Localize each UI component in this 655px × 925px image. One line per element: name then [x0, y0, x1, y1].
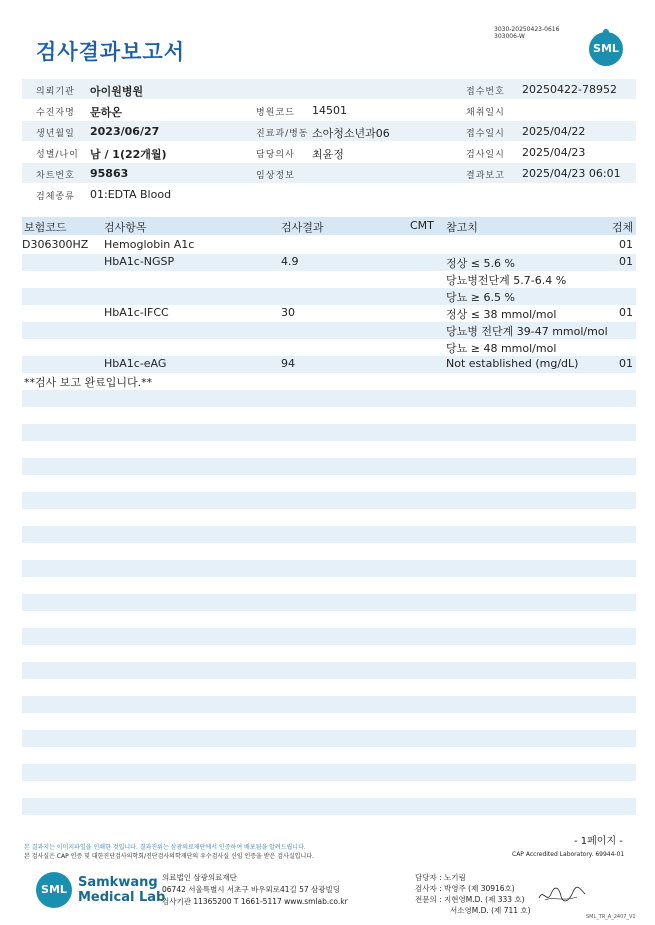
row-item: HbA1c-NGSP	[104, 255, 175, 268]
row-spec: 01	[619, 238, 633, 251]
sml-logo-icon	[36, 872, 72, 908]
clinical-label: 임상정보	[256, 171, 295, 181]
table-row	[22, 271, 636, 288]
specialist-1: 전문의 : 지현영M.D. (제 333 호)	[415, 895, 525, 904]
row-result: 4.9	[281, 255, 299, 268]
header-code: 보험코드	[24, 221, 67, 234]
empty-row-stripe	[22, 526, 636, 543]
signature-icon	[537, 884, 587, 906]
document-id	[494, 26, 559, 40]
completion-note: **검사 보고 완료입니다.**	[24, 376, 153, 389]
doctor-label: 담당의사	[256, 150, 295, 160]
empty-row-stripe	[22, 560, 636, 577]
empty-row-stripe	[22, 594, 636, 611]
row-item: Hemoglobin A1c	[104, 238, 195, 251]
empty-row-stripe	[22, 492, 636, 509]
tested-label: 검사일시	[466, 150, 505, 160]
sex-age-label: 성별/나이	[36, 150, 79, 160]
cap-accreditation: CAP Accredited Laboratory. 69944-01	[512, 851, 625, 858]
row-result: 30	[281, 306, 295, 319]
table-row	[22, 288, 636, 305]
lab-street: 06742 서울특별시 서초구 바우뫼로41길 57 삼광빌딩	[162, 885, 341, 894]
brand-line-2: Medical Lab	[78, 890, 166, 905]
empty-row-stripe	[22, 730, 636, 747]
image-notice: 본 결과지는 이미지파일을 인쇄한 것입니다. 결과진위는 삼광의료재단에서 인증하여 배포됨을 알려드립니다.	[24, 844, 306, 851]
row-code: D306300HZ	[22, 238, 89, 251]
header-result: 검사결과	[281, 221, 324, 234]
sex-age-value: 남 / 1(22개월)	[90, 148, 167, 161]
birth-label: 생년월일	[36, 129, 75, 139]
lab-address	[162, 872, 348, 908]
row-ref: 당뇨 ≥ 48 mmol/mol	[446, 342, 557, 355]
document-id-2: 303006-W	[494, 33, 525, 40]
dept-label: 진료과/병동	[256, 129, 309, 139]
empty-row-stripe	[22, 696, 636, 713]
row-spec: 01	[619, 306, 633, 319]
header-ref: 참고치	[446, 221, 478, 234]
empty-row-stripe	[22, 798, 636, 815]
reported-label: 결과보고	[466, 171, 505, 181]
collection-date-label: 채취일시	[466, 108, 505, 118]
dept-value: 소아청소년과06	[312, 127, 390, 140]
empty-row-stripe	[22, 458, 636, 475]
info-row-4	[22, 142, 636, 162]
page-number: - 1페이지 -	[574, 836, 623, 847]
doctor-value: 최윤정	[312, 148, 344, 161]
received-label: 접수일시	[466, 129, 505, 139]
results-table-header	[22, 217, 636, 235]
handler: 담당자 : 노기림	[415, 873, 466, 882]
info-row-2	[22, 100, 636, 120]
row-result: 94	[281, 357, 295, 370]
chart-label: 차트번호	[36, 171, 75, 181]
header-spec: 검체	[612, 221, 634, 234]
row-item: HbA1c-eAG	[104, 357, 167, 370]
empty-row-stripe	[22, 390, 636, 407]
received-value: 2025/04/22	[522, 125, 586, 138]
brand-name	[78, 875, 165, 905]
form-code: SML_TR_A_2407_V1	[586, 914, 636, 920]
row-ref: 정상 ≤ 5.6 %	[446, 257, 515, 270]
requester-label: 의뢰기관	[36, 87, 75, 97]
header-item: 검사항목	[104, 221, 147, 234]
info-row-1	[22, 79, 636, 99]
empty-row-stripe	[22, 662, 636, 679]
empty-row-stripe	[22, 628, 636, 645]
document-id-1: 3030-20250423-0616	[494, 26, 560, 33]
specimen-label: 검체종류	[36, 192, 75, 202]
empty-row-stripe	[22, 424, 636, 441]
row-ref: 정상 ≤ 38 mmol/mol	[446, 308, 557, 321]
lab-contact: 검사기관 11365200 T 1661-5117 www.smlab.co.kr	[162, 897, 348, 906]
row-item: HbA1c-IFCC	[104, 306, 169, 319]
table-row	[22, 237, 636, 254]
specialist-2: 서소영M.D. (제 711 호)	[450, 906, 531, 915]
lab-name: 의료법인 삼광의료재단	[162, 873, 237, 882]
table-row	[22, 254, 636, 271]
table-row	[22, 339, 636, 356]
subject-label: 수진자명	[36, 108, 75, 118]
accreditation-notice: 본 검사실은 CAP 인증 및 대한진단검사의학회/진단검사의학재단의 우수검사실 신임 인증을 받은 검사실입니다.	[24, 853, 314, 860]
birth-value: 2023/06/27	[90, 125, 160, 138]
accession-value: 20250422-78952	[522, 83, 617, 96]
brand-line-1: Samkwang	[78, 875, 158, 890]
empty-row-stripe	[22, 764, 636, 781]
sml-logo-icon	[589, 32, 623, 66]
sml-logo-text: SML	[593, 42, 619, 55]
row-ref: Not established (mg/dL)	[446, 357, 579, 370]
completion-row	[22, 373, 636, 390]
sml-logo-text: SML	[41, 883, 67, 896]
table-row	[22, 356, 636, 373]
info-row-6	[22, 184, 636, 204]
specimen-value: 01:EDTA Blood	[90, 188, 172, 201]
header-cmt: CMT	[410, 219, 434, 232]
tester: 검사자 : 박영주 (제 30916호)	[415, 884, 515, 893]
tested-value: 2025/04/23	[522, 146, 586, 159]
reported-value: 2025/04/23 06:01	[522, 167, 621, 180]
report-title: 검사결과보고서	[36, 40, 186, 64]
row-spec: 01	[619, 357, 633, 370]
table-row	[22, 305, 636, 322]
chart-value: 95863	[90, 167, 129, 180]
info-row-5	[22, 163, 636, 183]
row-ref: 당뇨 ≥ 6.5 %	[446, 291, 515, 304]
signers	[415, 872, 531, 916]
row-ref: 당뇨병전단계 5.7-6.4 %	[446, 274, 567, 287]
subject-value: 문하온	[90, 106, 122, 119]
accession-label: 접수번호	[466, 87, 505, 97]
row-spec: 01	[619, 255, 633, 268]
table-row	[22, 322, 636, 339]
hospital-code-value: 14501	[312, 104, 347, 117]
hospital-code-label: 병원코드	[256, 108, 295, 118]
row-ref: 당뇨병 전단계 39-47 mmol/mol	[446, 325, 608, 338]
info-row-3	[22, 121, 636, 141]
requester-value: 아이원병원	[90, 85, 144, 98]
